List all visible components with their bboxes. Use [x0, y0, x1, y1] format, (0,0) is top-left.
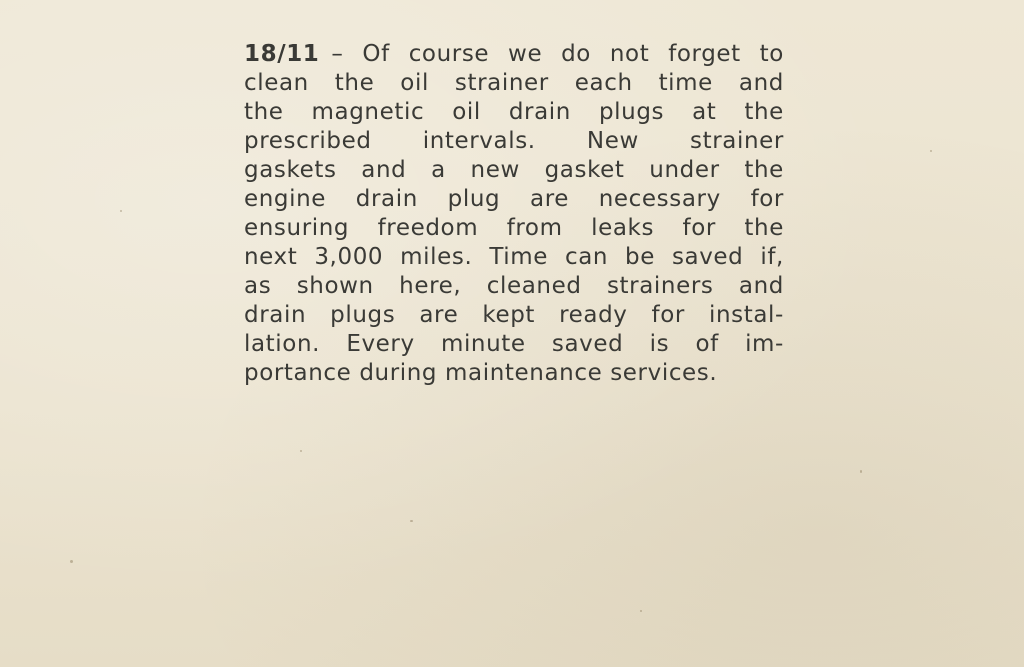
caption-word: forget: [668, 41, 741, 67]
paper-speck: [410, 520, 413, 522]
paper-speck: [640, 610, 642, 612]
caption-word: from: [506, 215, 563, 241]
caption-line: [244, 69, 784, 98]
caption-word: each: [574, 70, 633, 96]
caption-word: drain: [244, 302, 307, 328]
caption-line-text: [244, 243, 784, 272]
caption-word: for: [750, 186, 784, 212]
caption-line-text: [244, 330, 784, 359]
caption-word: strainer: [690, 128, 784, 154]
caption-word: course: [408, 41, 490, 67]
caption-word: the: [244, 99, 284, 125]
caption-word: of: [695, 331, 719, 357]
caption-word: are: [419, 302, 459, 328]
caption-word: drain: [508, 99, 571, 125]
caption-line: [244, 98, 784, 127]
caption-word: magnetic: [311, 99, 425, 125]
caption-word: and: [738, 273, 784, 299]
caption-line-text: [244, 98, 784, 127]
caption-word: as: [244, 273, 272, 299]
paper-speck: [860, 470, 862, 473]
caption-word: if,: [760, 244, 784, 270]
caption-word: do: [561, 41, 591, 67]
caption-word: strainer: [454, 70, 549, 96]
caption-word: Every: [346, 331, 415, 357]
paper-speck: [930, 150, 932, 152]
caption-word: intervals.: [422, 128, 536, 154]
caption-word: time: [658, 70, 713, 96]
caption-word: can: [564, 244, 609, 270]
caption-word: 3,000: [314, 244, 384, 270]
paper-speck: [70, 560, 73, 563]
caption-line-text: portance during maintenance services.: [244, 360, 718, 386]
caption-line: [244, 301, 784, 330]
caption-word: Time: [489, 244, 548, 270]
caption-word: for: [682, 215, 716, 241]
caption-line: [244, 359, 784, 388]
caption-word: ensuring: [244, 215, 350, 241]
caption-text-block: [244, 40, 784, 388]
paper-speck: [120, 210, 122, 212]
caption-line-text: [244, 185, 784, 214]
caption-word: a: [431, 157, 446, 183]
caption-word: we: [508, 41, 543, 67]
caption-line-text: [244, 272, 784, 301]
caption-word: engine: [244, 186, 327, 212]
caption-word: strainers: [606, 273, 714, 299]
caption-line-text: [331, 40, 784, 69]
caption-word: the: [744, 157, 784, 183]
caption-word: im-: [745, 331, 784, 357]
caption-word: be: [625, 244, 655, 270]
caption-word: under: [649, 157, 720, 183]
caption-word: at: [692, 99, 717, 125]
caption-word: plug: [447, 186, 501, 212]
caption-word: miles.: [400, 244, 473, 270]
caption-word: drain: [355, 186, 418, 212]
caption-word: Of: [362, 41, 390, 67]
caption-word: gasket: [544, 157, 625, 183]
caption-line: [244, 185, 784, 214]
caption-line-text: [244, 156, 784, 185]
caption-number: 18/11: [244, 41, 320, 67]
caption-word: kept: [482, 302, 536, 328]
caption-line: [244, 214, 784, 243]
caption-word: and: [361, 157, 407, 183]
caption-word: prescribed: [244, 128, 372, 154]
caption-word: is: [649, 331, 670, 357]
caption-word: gaskets: [244, 157, 337, 183]
caption-word: for: [651, 302, 685, 328]
caption-word: ready: [559, 302, 628, 328]
caption-word: to: [759, 41, 784, 67]
caption-word: instal-: [708, 302, 784, 328]
caption-word: are: [530, 186, 569, 212]
caption-word: new: [470, 157, 520, 183]
caption-word: plugs: [598, 99, 665, 125]
paper-speck: [300, 450, 302, 452]
caption-word: cleaned: [486, 273, 582, 299]
caption-line: [244, 330, 784, 359]
caption-word: oil: [452, 99, 481, 125]
caption-word: and: [738, 70, 784, 96]
caption-line: [244, 272, 784, 301]
caption-line-text: [244, 127, 784, 156]
caption-word: here,: [399, 273, 462, 299]
caption-word: next: [244, 244, 298, 270]
caption-word: New: [586, 128, 639, 154]
caption-line: [244, 40, 784, 69]
caption-word: saved: [551, 331, 624, 357]
caption-line: [244, 243, 784, 272]
caption-word: necessary: [598, 186, 721, 212]
caption-word: freedom: [377, 215, 479, 241]
caption-line-text: [244, 301, 784, 330]
caption-word: oil: [400, 70, 429, 96]
caption-word: clean: [244, 70, 309, 96]
caption-word: shown: [296, 273, 374, 299]
caption-word: the: [744, 99, 784, 125]
caption-word: lation.: [244, 331, 321, 357]
caption-line-text: [244, 214, 784, 243]
caption-word: not: [609, 41, 650, 67]
caption-word: saved: [671, 244, 744, 270]
caption-word: the: [334, 70, 375, 96]
caption-word: –: [331, 41, 344, 67]
caption-line-text: [244, 69, 784, 98]
caption-word: leaks: [591, 215, 655, 241]
caption-line: [244, 127, 784, 156]
caption-line: [244, 156, 784, 185]
caption-word: plugs: [330, 302, 396, 328]
caption-word: minute: [440, 331, 526, 357]
caption-word: the: [744, 215, 784, 241]
